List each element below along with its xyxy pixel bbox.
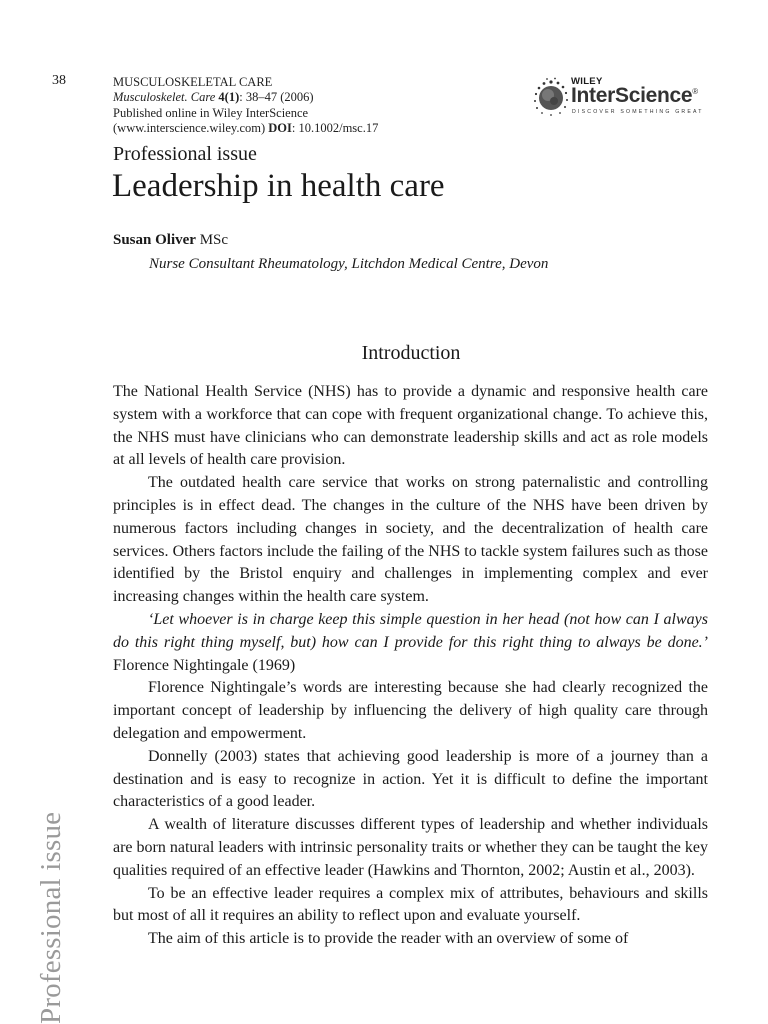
body-paragraph: Donnelly (2003) states that achieving good leadership is more of a journey than a destination and is easy to recognize in action. Yet it is difficult to define the important characteristics of a good leader. <box>113 747 708 811</box>
quote-attribution: Florence Nightingale (1969) <box>113 656 296 674</box>
citation-line <box>113 90 378 105</box>
publisher-name: WILEY <box>571 76 603 87</box>
author-affiliation: Nurse Consultant Rheumatology, Litchdon Medical Centre, Devon <box>149 256 549 272</box>
body-paragraph: The aim of this article is to provide the reader with an overview of some of <box>148 930 629 948</box>
author-degree: MSc <box>195 232 229 248</box>
author-line <box>113 232 228 249</box>
citation-journal: Musculoskelet. Care <box>113 90 216 105</box>
author-name: Susan Oliver <box>113 232 196 248</box>
citation-pages: : 38–47 (2006) <box>239 90 314 105</box>
wiley-interscience-logo <box>531 76 721 120</box>
section-heading-introduction: Introduction <box>361 342 461 364</box>
published-line: Published online in Wiley InterScience <box>113 105 309 120</box>
brand-tagline: DISCOVER SOMETHING GREAT <box>572 109 704 115</box>
doi-label: DOI <box>268 120 292 135</box>
article-body <box>113 381 708 951</box>
citation-volume: 4(1) <box>218 90 240 105</box>
publisher-url[interactable]: (www.interscience.wiley.com) <box>113 120 266 135</box>
nightingale-quote: ‘Let whoever is in charge keep this simple question in her head (not how can I always do this right thing myself, but) how can I provide for this right thing to always be done.’ <box>113 610 708 651</box>
brand-name: InterScience® <box>571 84 698 107</box>
body-paragraph: To be an effective leader requires a complex mix of attributes, behaviours and skills but most of all it requires an ability to reflect upon and evaluate yourself. <box>113 884 708 925</box>
globe-dots-icon <box>531 76 571 120</box>
body-paragraph: The National Health Service (NHS) has to provide a dynamic and responsive health care system with a workforce that can cope with frequent organizational change. To achieve this, the NHS must have clinicians who can demonstrate leadership skills and act as role models at all levels of health care provision. <box>113 383 708 469</box>
doi-value[interactable]: : 10.1002/msc.17 <box>291 120 379 135</box>
registered-mark: ® <box>692 87 698 96</box>
side-section-label: Professional issue <box>35 811 67 1024</box>
body-paragraph: The outdated health care service that works on strong paternalistic and controlling principles is in effect dead. The changes in the culture of the NHS have been driven by numerous factors including changes in society, and the decentralization of health care services. Others factors include the failing of the NHS to tackle system failures such as those identified by the Bristol enquiry and challenges in implementing complex and ever increasing changes within the health care system. <box>113 474 708 606</box>
body-paragraph: A wealth of literature discusses different types of leadership and whether individuals are born natural leaders with intrinsic personality traits or whether they can be taught the key qualities required of an effective leader (Hawkins and Thornton, 2002; Austin et al., 2003). <box>113 816 708 879</box>
body-paragraph: Florence Nightingale’s words are interesting because she had clearly recognized the important concept of leadership by influencing the delivery of high quality care through delegation and empowerment. <box>113 679 708 742</box>
quote-paragraph <box>113 609 708 677</box>
article-title: Leadership in health care <box>112 168 445 204</box>
journal-name: MUSCULOSKELETAL CARE <box>113 75 273 89</box>
doi-line <box>113 121 378 136</box>
page-number: 38 <box>52 73 66 88</box>
section-label: Professional issue <box>113 143 257 165</box>
journal-header <box>113 75 378 136</box>
